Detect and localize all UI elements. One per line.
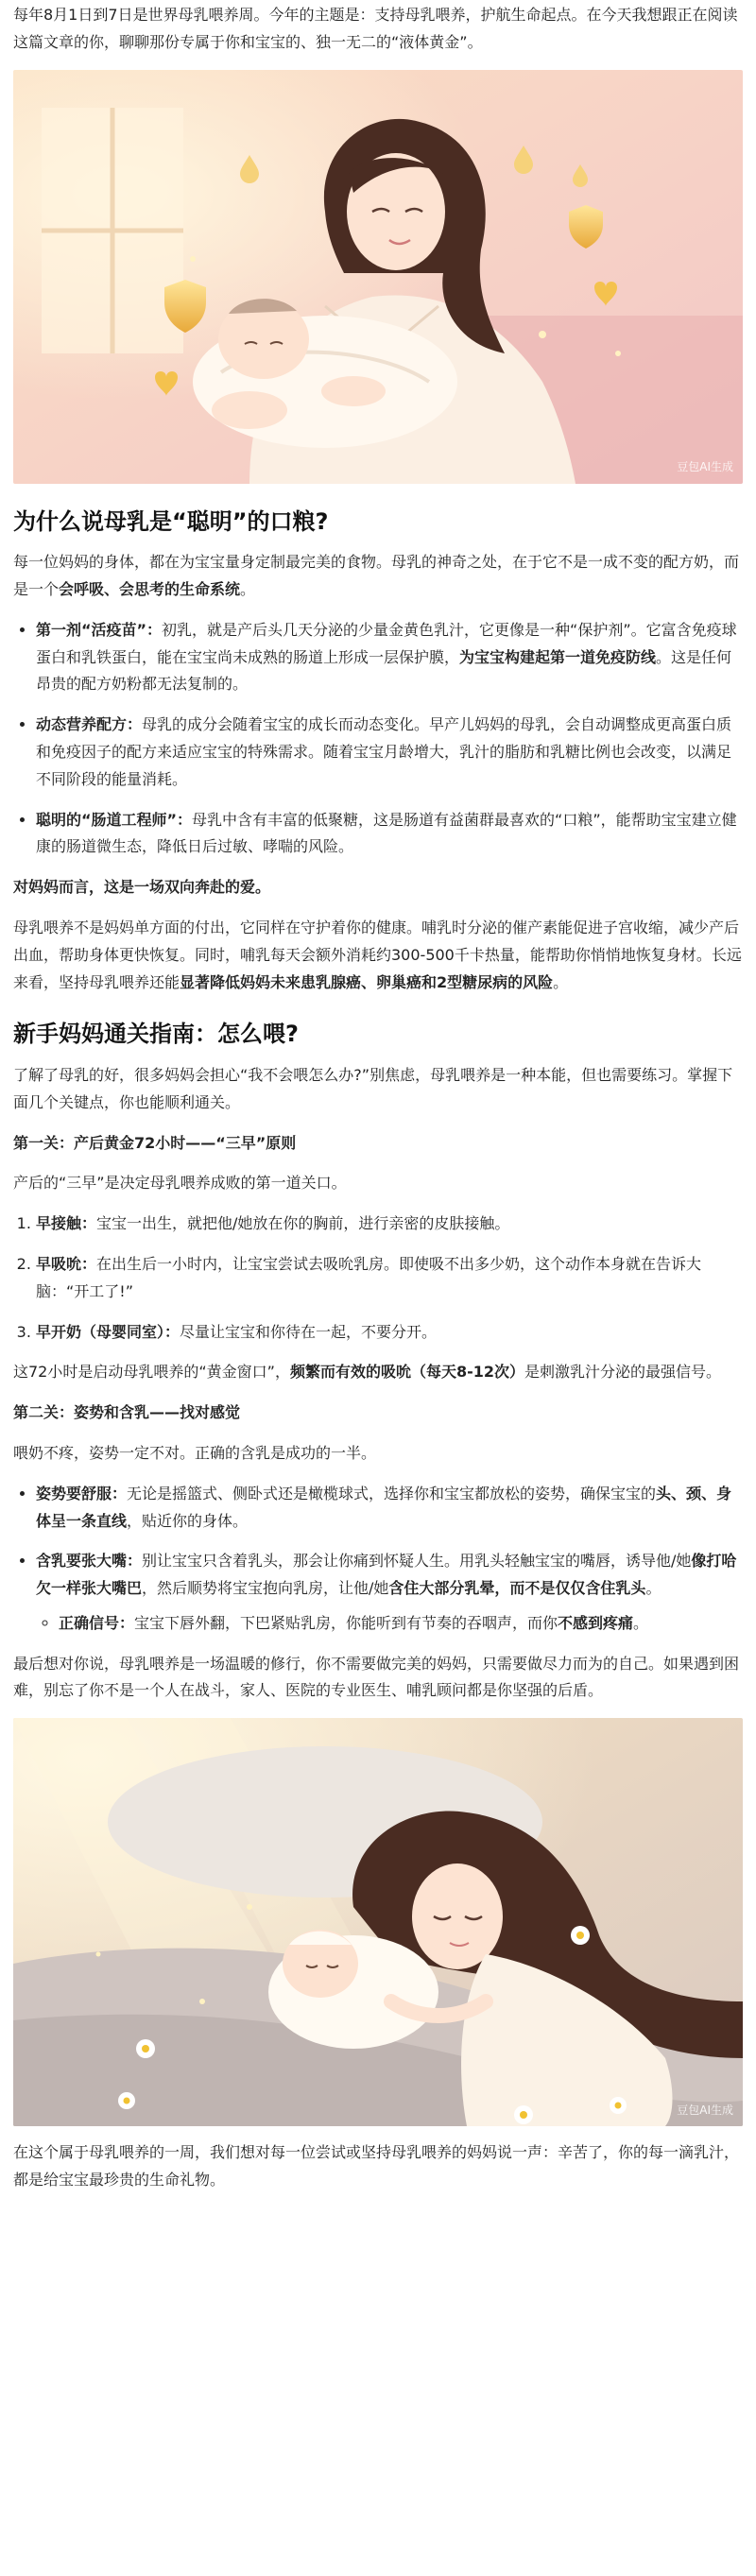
three-early-list <box>13 1211 743 1346</box>
section-title-how: 新手妈妈通关指南：怎么喂? <box>13 1021 299 1048</box>
list-item: 1. 早接触：宝宝一出生，就把他/她放在你的胸前，进行亲密的皮肤接触。 <box>36 1211 743 1238</box>
mom-benefit-paragraph: 母乳喂养不是妈妈单方面的付出，它同样在守护着你的健康。哺乳时分泌的催产素能促进子宫收缩，减少产后出血，帮助身体更快恢复。同时，哺乳每天会额外消耗约300-500千卡热量，能帮助你悄悄地恢复身材。长远来看，坚持母乳喂养还能显著降低妈妈未来患乳腺癌、卵巢癌和2型糖尿病的风险。 <box>13 918 742 991</box>
signal-sublist <box>36 1610 743 1638</box>
latch-list <box>13 1481 743 1638</box>
level1-title: 第一关：产后黄金72小时——“三早”原则 <box>13 1133 297 1152</box>
intro-paragraph: 每年8月1日到7日是世界母乳喂养周。今年的主题是：支持母乳喂养，护航生命起点。在今天我想跟正在阅读这篇文章的你，聊聊那份专属于你和宝宝的、独一无二的“液体黄金”。 <box>13 6 738 51</box>
illustration-1 <box>13 70 743 484</box>
section-title-why: 为什么说母乳是“聪明”的口粮? <box>13 507 329 535</box>
watermark: 豆包AI生成 <box>677 2103 733 2117</box>
daisy <box>571 1926 590 1945</box>
list-item: • 姿势要舒服：无论是摇篮式、侧卧式还是橄榄球式，选择你和宝宝都放松的姿势，确保宝宝的头、颈、身体呈一条直线，贴近你的身体。 <box>36 1481 743 1536</box>
watermark: 豆包AI生成 <box>677 460 733 473</box>
level1-intro: 产后的“三早”是决定母乳喂养成败的第一道关口。 <box>13 1174 347 1193</box>
level2-title: 第二关：姿势和含乳——找对感觉 <box>13 1403 241 1422</box>
illustration-2 <box>13 1718 743 2126</box>
outro-paragraph: 在这个属于母乳喂养的一周，我们想对每一位尝试或坚持母乳喂养的妈妈说一声：辛苦了，你的每一滴乳汁，都是给宝宝最珍贵的生命礼物。 <box>13 2143 740 2190</box>
mother-baby-sleeping-image <box>13 1718 743 2126</box>
mother-holding-baby-image <box>13 70 743 484</box>
list-item: • 第一剂“活疫苗”：初乳，就是产后头几天分泌的少量金黄色乳汁，它更像是一种“保护剂”。它富含免疫球蛋白和乳铁蛋白，能在宝宝尚未成熟的肠道上形成一层保护膜，为宝宝构建起第一道免疫防线。这是任何昂贵的配方奶粉都无法复制的。 <box>36 617 743 698</box>
list-item: 3. 早开奶（母婴同室）：尽量让宝宝和你待在一起，不要分开。 <box>36 1319 743 1347</box>
level2-intro: 喂奶不疼，姿势一定不对。正确的含乳是成功的一半。 <box>13 1443 377 1462</box>
article <box>0 2 756 2194</box>
list-item: • 含乳要张大嘴：别让宝宝只含着乳头，那会让你痛到怀疑人生。用乳头轻触宝宝的嘴唇，诱导他/她像打哈欠一样张大嘴巴，然后顺势将宝宝抱向乳房，让他/她含住大部分乳晕，而不是仅仅含住乳头。 ◦ 正确信号：宝宝下唇外翻，下巴紧贴乳房，你能听到有节奏的吞咽声，而你不感到疼痛。 <box>36 1548 743 1637</box>
list-item: ◦ 正确信号：宝宝下唇外翻，下巴紧贴乳房，你能听到有节奏的吞咽声，而你不感到疼痛。 <box>59 1610 743 1638</box>
list-item: • 聪明的“肠道工程师”：母乳中含有丰富的低聚糖，这是肠道有益菌群最喜欢的“口粮”，能帮助宝宝建立健康的肠道微生态，降低日后过敏、哮喘的风险。 <box>36 807 743 862</box>
golden-window-paragraph: 这72小时是启动母乳喂养的“黄金窗口”，频繁而有效的吸吮（每天8-12次）是刺激乳汁分泌的最强信号。 <box>13 1363 722 1382</box>
mom-benefit-heading: 对妈妈而言，这是一场双向奔赴的爱。 <box>13 878 271 897</box>
section2-intro: 了解了母乳的好，很多妈妈会担心“我不会喂怎么办?”别焦虑，母乳喂养是一种本能，但也需要练习。掌握下面几个关键点，你也能顺利通关。 <box>13 1065 733 1111</box>
closing-paragraph: 最后想对你说，母乳喂养是一场温暖的修行，你不需要做完美的妈妈，只需要做尽力而为的自己。如果遇到困难，别忘了你不是一个人在战斗，家人、医院的专业医生、哺乳顾问都是你坚强的后盾。 <box>13 1654 740 1700</box>
list-item: • 动态营养配方：母乳的成分会随着宝宝的成长而动态变化。早产儿妈妈的母乳，会自动调整成更高蛋白质和免疫因子的配方来适应宝宝的特殊需求。随着宝宝月龄增大，乳汁的脂肪和乳糖比例也会改变，以满足不同阶段的能量消耗。 <box>36 712 743 793</box>
list-item: 2. 早吸吮：在出生后一小时内，让宝宝尝试去吸吮乳房。即使吸不出多少奶，这个动作本身就在告诉大脑：“开工了!” <box>36 1251 743 1306</box>
benefits-list <box>13 617 743 861</box>
section1-paragraph: 每一位妈妈的身体，都在为宝宝量身定制最完美的食物。母乳的神奇之处，在于它不是一成不变的配方奶，而是一个会呼吸、会思考的生命系统。 <box>13 553 740 598</box>
